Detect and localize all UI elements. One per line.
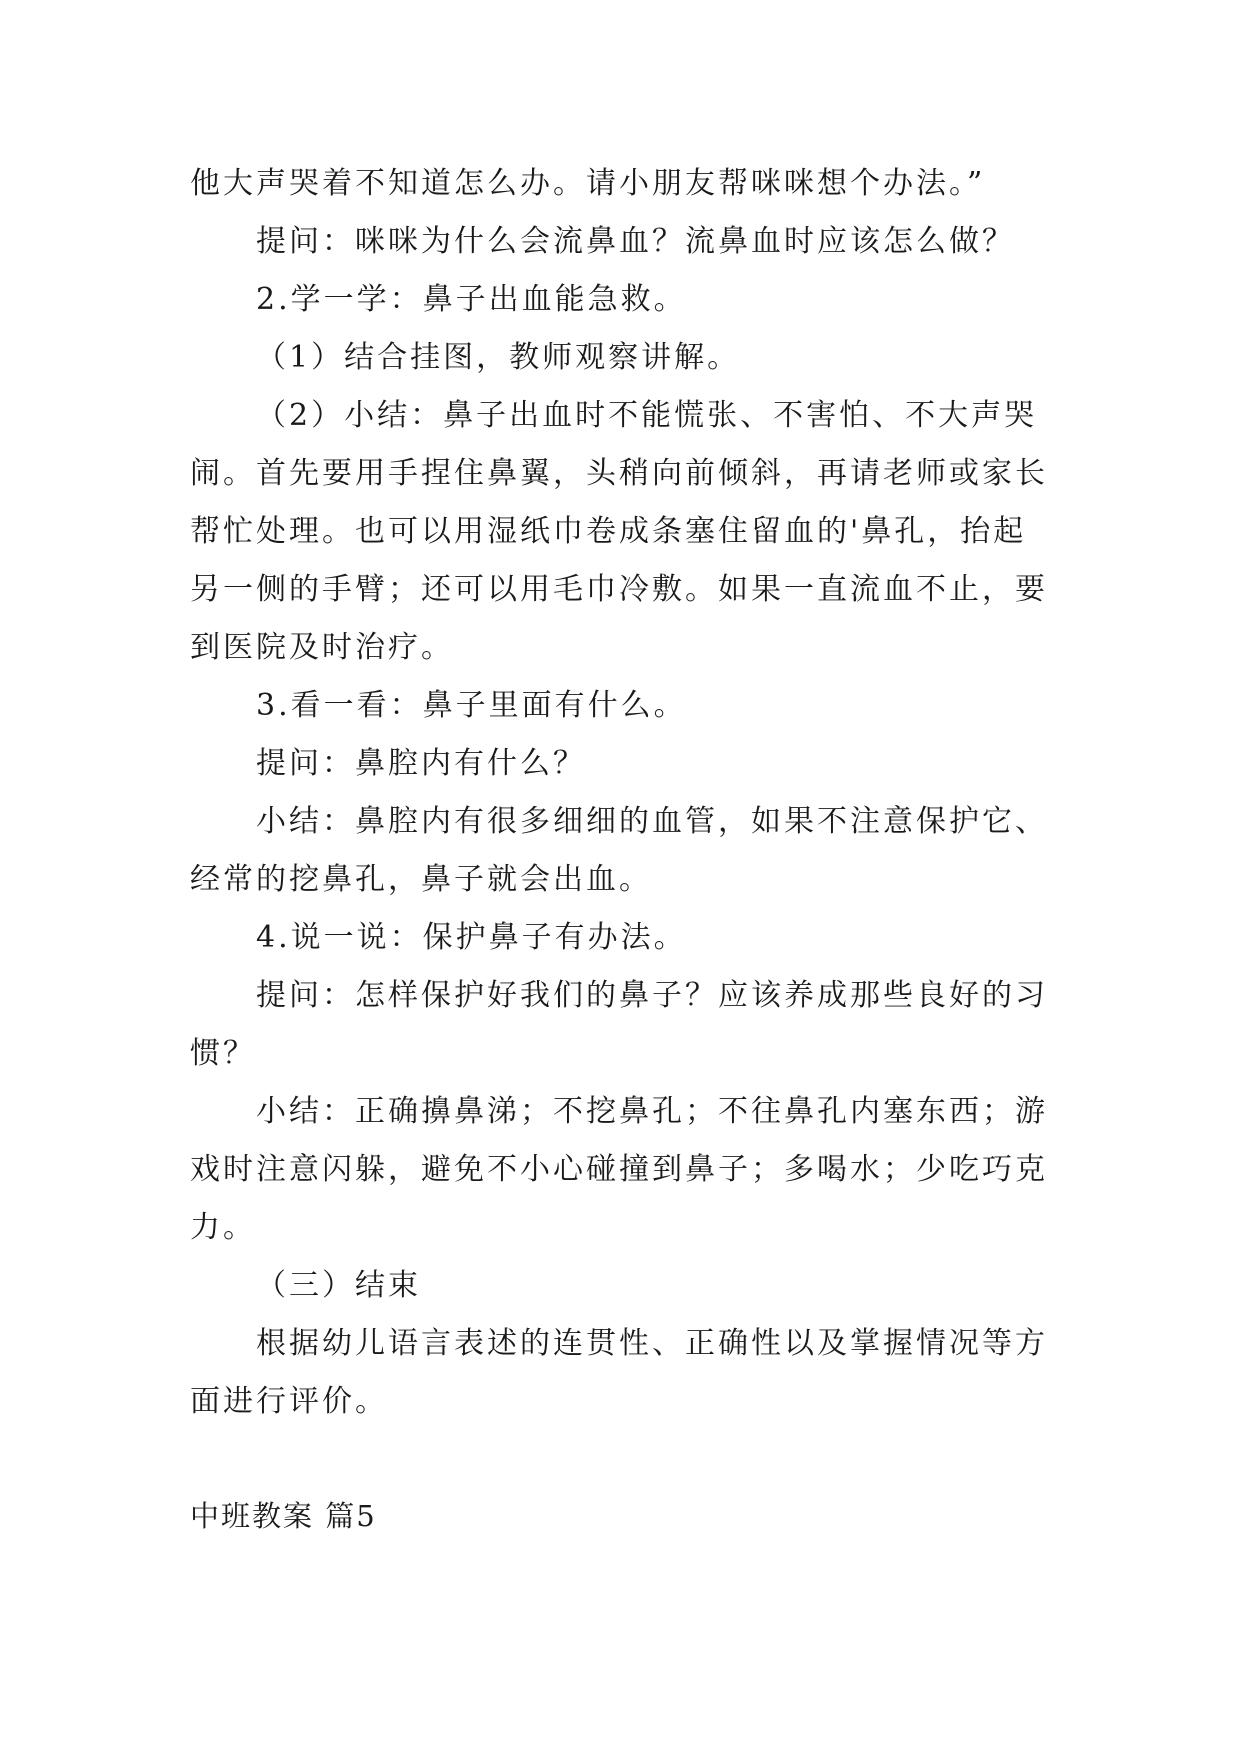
paragraph-line: （1）结合挂图，教师观察讲解。 (256, 340, 741, 375)
paragraph-line: 提问：怎样保护好我们的鼻子？应该养成那些良好的习 (256, 978, 1048, 1013)
paragraph-line: 经常的挖鼻孔，鼻子就会出血。 (190, 862, 652, 897)
paragraph-line: 2.学一学：鼻子出血能急救。 (256, 282, 687, 317)
paragraph-line: 戏时注意闪躲，避免不小心碰撞到鼻子；多喝水；少吃巧克 (190, 1152, 1048, 1187)
paragraph-line: 面进行评价。 (190, 1384, 388, 1419)
paragraph-line: 力。 (190, 1210, 256, 1245)
paragraph-line: （2）小结：鼻子出血时不能慌张、不害怕、不大声哭 (256, 398, 1038, 433)
paragraph-line: 3.看一看：鼻子里面有什么。 (256, 688, 687, 723)
paragraph-line: 小结：鼻腔内有很多细细的血管，如果不注意保护它、 (256, 804, 1048, 839)
section-heading: 中班教案 篇5 (190, 1499, 377, 1533)
paragraph-line: （三）结束 (256, 1268, 421, 1303)
paragraph-line: 提问：鼻腔内有什么？ (256, 746, 586, 781)
paragraph-line: 帮忙处理。也可以用湿纸巾卷成条塞住留血的'鼻孔，抬起 (190, 514, 1027, 549)
paragraph-line: 闹。首先要用手捏住鼻翼，头稍向前倾斜，再请老师或家长 (190, 456, 1048, 491)
paragraph-line: 到医院及时治疗。 (190, 630, 454, 665)
paragraph-line: 另一侧的手臂；还可以用毛巾冷敷。如果一直流血不止，要 (190, 572, 1048, 607)
paragraph-line: 他大声哭着不知道怎么办。请小朋友帮咪咪想个办法。” (190, 166, 986, 201)
paragraph-line: 提问：咪咪为什么会流鼻血？流鼻血时应该怎么做？ (256, 224, 1015, 259)
paragraph-line: 4.说一说：保护鼻子有办法。 (256, 920, 687, 955)
paragraph-line: 惯？ (190, 1036, 256, 1071)
paragraph-line: 小结：正确擤鼻涕；不挖鼻孔；不往鼻孔内塞东西；游 (256, 1094, 1048, 1129)
paragraph-line: 根据幼儿语言表述的连贯性、正确性以及掌握情况等方 (256, 1326, 1048, 1361)
